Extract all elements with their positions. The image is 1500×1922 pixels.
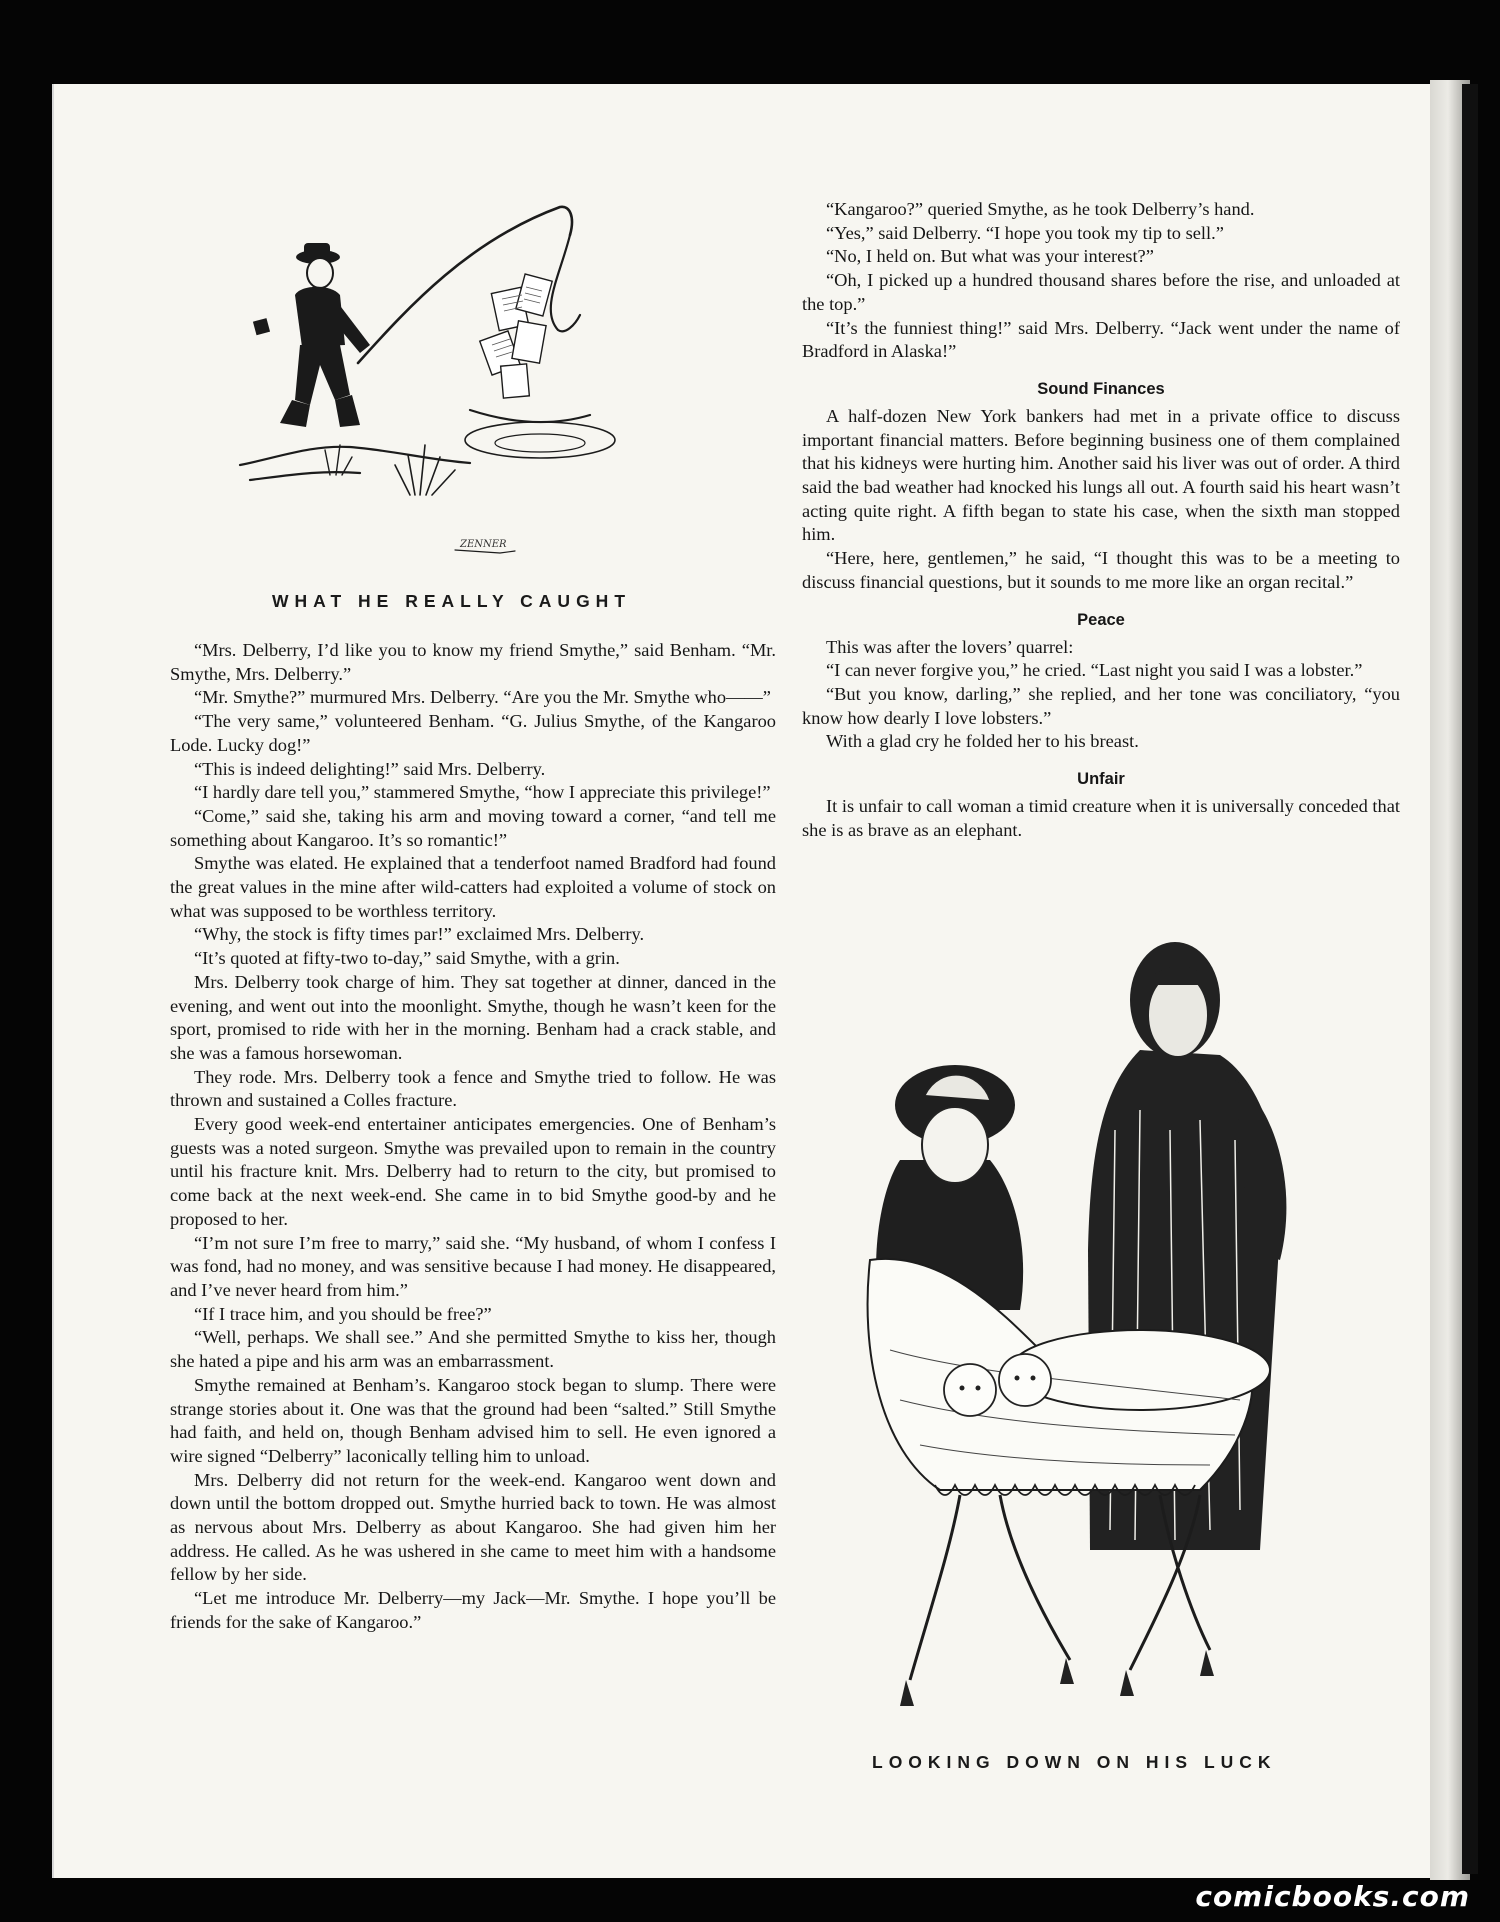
- illustration-caption: LOOKING DOWN ON HIS LUCK: [872, 1752, 1277, 1772]
- paragraph: “Kangaroo?” queried Smythe, as he took Delberry’s hand.: [826, 199, 1255, 219]
- fisherman-illustration: [240, 195, 640, 570]
- paragraph: With a glad cry he folded her to his breast.: [826, 731, 1139, 752]
- story-column-left: [170, 639, 776, 1635]
- watermark: comicbooks.com: [1195, 1880, 1470, 1913]
- paragraph: “Why, the stock is fifty times par!” exclaimed Mrs. Delberry.: [194, 924, 645, 945]
- paragraph: “But you know, darling,” she replied, and her tone was conciliatory, “you know how dearly I love lobsters.”: [802, 683, 1400, 728]
- paragraph: “Well, perhaps. We shall see.” And she permitted Smythe to kiss her, though she hated a pipe and his arm was an embarrassment.: [170, 1327, 776, 1372]
- paragraph: “Yes,” said Delberry. “I hope you took my tip to sell.”: [826, 222, 1224, 243]
- section-heading-unfair: Unfair: [1077, 770, 1125, 789]
- binding-shadow: [1462, 84, 1478, 1874]
- paragraph: “Oh, I picked up a hundred thousand shares before the rise, and unloaded at the top.”: [802, 270, 1400, 314]
- illustration-caption: WHAT HE REALLY CAUGHT: [272, 591, 632, 611]
- paragraph: They rode. Mrs. Delberry took a fence and Smythe tried to follow. He was thrown and sustained a Colles fracture.: [170, 1066, 776, 1111]
- paragraph: “Let me introduce Mr. Delberry—my Jack—Mr. Smythe. I hope you’ll be friends for the sake of Kangaroo.”: [170, 1588, 776, 1632]
- paragraph: “This is indeed delighting!” said Mrs. Delberry.: [194, 758, 546, 779]
- paragraph: Every good week-end entertainer anticipates emergencies. One of Benham’s guests was a noted surgeon. Smythe was prevailed upon to remain in the country until his fracture knit. Mrs. Delberry had to return to the city, but promised to come back at the next week-end. She came in to bid Smythe good-by and he proposed to her.: [170, 1114, 776, 1229]
- paragraph: “Mrs. Delberry, I’d like you to know my friend Smythe,” said Benham. “Mr. Smythe, Mrs. Delberry.”: [170, 640, 776, 684]
- paragraph: “I hardly dare tell you,” stammered Smythe, “how I appreciate this privilege!”: [194, 782, 771, 803]
- paragraph: “I’m not sure I’m free to marry,” said she. “My husband, of whom I confess I was fond, had no money, and was sensitive because I had money. He disappeared, and I’ve never heard from him.”: [170, 1232, 776, 1300]
- paragraph: This was after the lovers’ quarrel:: [826, 636, 1074, 657]
- paragraph: “I can never forgive you,” he cried. “Last night you said I was a lobster.”: [826, 660, 1363, 681]
- paragraph: “Come,” said she, taking his arm and moving toward a corner, “and tell me something about Kangaroo. It’s so romantic!”: [170, 805, 776, 850]
- paragraph: “No, I held on. But what was your interest?”: [826, 246, 1154, 267]
- paragraph: Mrs. Delberry did not return for the week-end. Kangaroo went down and down until the bottom dropped out. Smythe hurried back to town. He was almost as nervous about Mrs. Delberry as about Kangaroo. She had given him her address. He called. As he was ushered in she came to meet him with a handsome fellow by her side.: [170, 1469, 776, 1585]
- paragraph: “It’s the funniest thing!” said Mrs. Delberry. “Jack went under the name of Bradford in Alaska!”: [802, 317, 1400, 362]
- section-heading-peace: Peace: [1077, 610, 1125, 629]
- paragraph: Mrs. Delberry took charge of him. They sat together at dinner, danced in the evening, and went out into the moonlight. Smythe, though he wasn’t keen for the sport, promised to ride with her in the morning. Benham had a crack stable, and she was a famous horsewoman.: [170, 971, 776, 1063]
- paragraph: “If I trace him, and you should be free?”: [194, 1303, 492, 1324]
- paragraph: Smythe was elated. He explained that a tenderfoot named Bradford had found the great values in the mine after wild-catters had exploited a volume of stock on what was supposed to be worthless territory.: [170, 853, 776, 921]
- paragraph: It is unfair to call woman a timid creature when it is universally conceded that she is as brave as an elephant.: [802, 796, 1401, 840]
- illustrator-signature: ZENNER: [460, 539, 507, 550]
- section-heading-sound-finances: Sound Finances: [1037, 379, 1165, 398]
- paragraph: A half-dozen New York bankers had met in a private office to discuss important financial matters. Before beginning business one of them complained that his kidneys were hurting him. Another said his liver was out of order. A third said the bad weather had knocked his lungs all out. A fourth said his heart wasn’t acting quite right. A fifth began to state his case, when the sixth man stopped him.: [802, 405, 1400, 545]
- paragraph: “It’s quoted at fifty-two to-day,” said Smythe, with a grin.: [194, 948, 620, 969]
- paragraph: “Mr. Smythe?” murmured Mrs. Delberry. “Are you the Mr. Smythe who——”: [194, 687, 771, 708]
- cradle-illustration: [840, 930, 1360, 1730]
- paragraph: “Here, here, gentlemen,” he said, “I thought this was to be a meeting to discuss financial questions, but it sounds to me more like an organ recital.”: [802, 548, 1400, 592]
- paragraph: Smythe remained at Benham’s. Kangaroo stock began to slump. There were strange stories about it. One was that the ground had been “salted.” Still Smythe had faith, and held on, though Benham advised him to sell. He even ignored a wire signed “Delberry” laconically telling him to unload.: [170, 1374, 776, 1466]
- story-column-right: [802, 198, 1400, 842]
- paragraph: “The very same,” volunteered Benham. “G. Julius Smythe, of the Kangaroo Lode. Lucky dog!”: [170, 711, 776, 755]
